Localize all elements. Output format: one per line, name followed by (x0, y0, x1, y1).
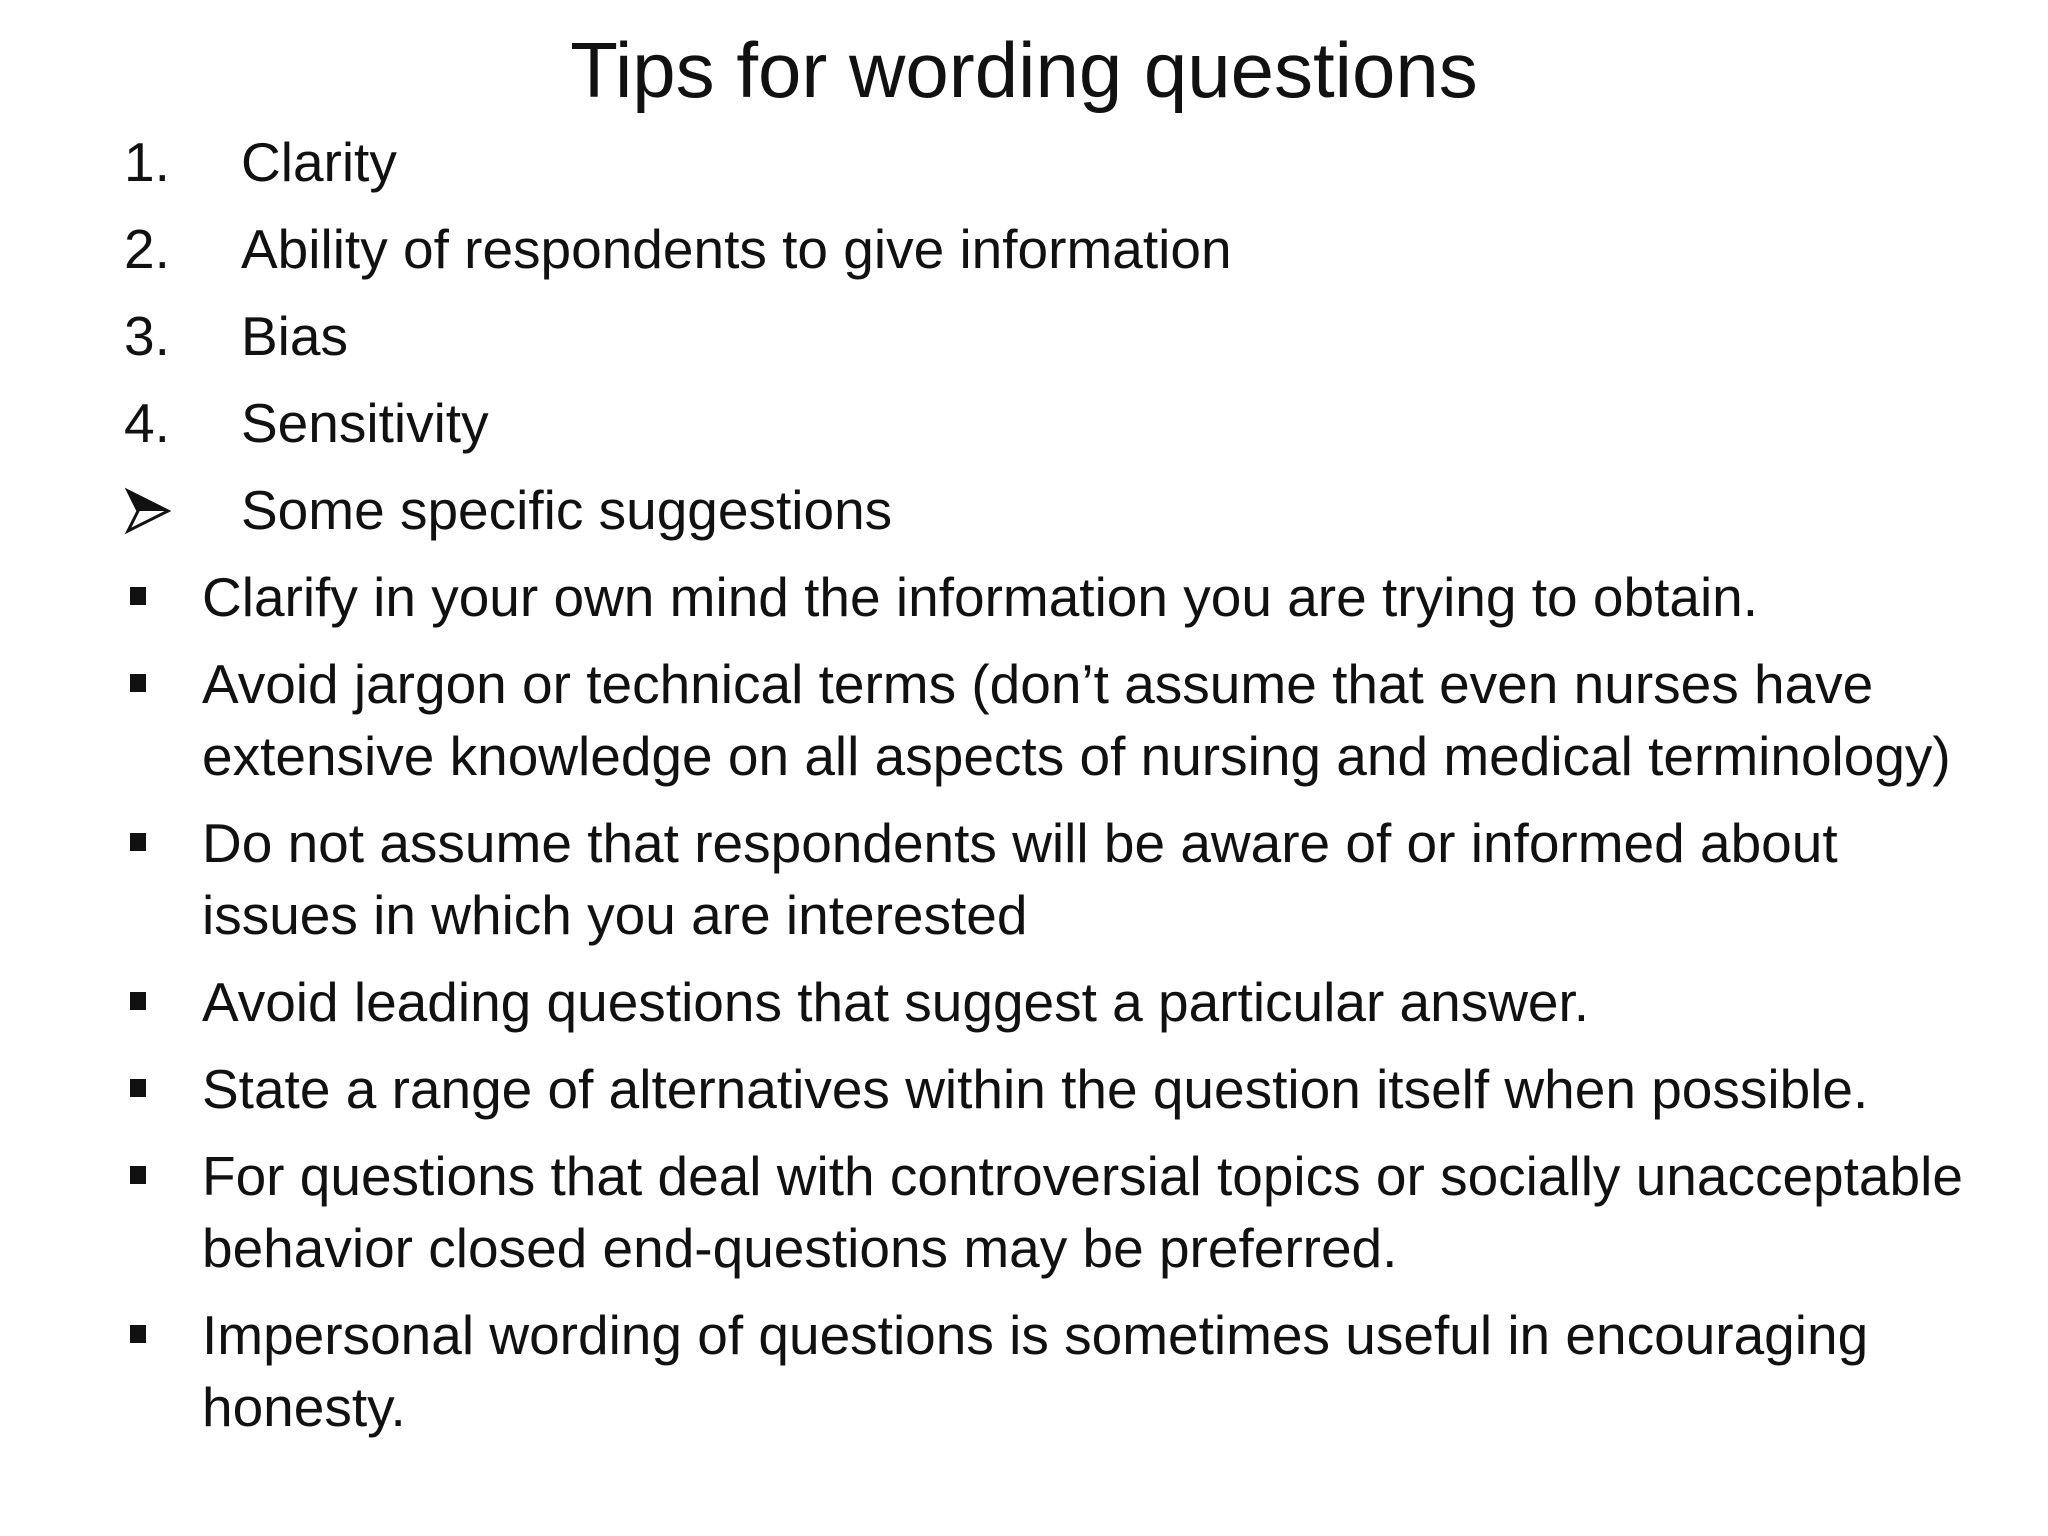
bullet-text: Do not assume that respondents will be aware of or informed about issues in which you are interested (202, 812, 1838, 946)
numbered-item (124, 387, 1984, 459)
numbered-item (124, 300, 1984, 372)
square-bullet-icon (130, 1079, 146, 1097)
slide-content (124, 126, 1984, 1458)
square-bullet-icon (130, 992, 146, 1010)
bullet-text: Impersonal wording of questions is sometimes useful in encouraging honesty. (202, 1304, 1869, 1438)
bullet-text: Avoid jargon or technical terms (don’t assume that even nurses have extensive knowledge on all aspects of nursing and medical terminology) (202, 653, 1951, 787)
square-bullet-icon (130, 1325, 146, 1343)
bullet-item (124, 1053, 1984, 1125)
bullet-item (124, 966, 1984, 1038)
number-marker: 3. (124, 305, 170, 367)
bullet-item (124, 807, 1984, 951)
bullet-text: Avoid leading questions that suggest a particular answer. (202, 971, 1590, 1033)
numbered-item-text: Clarity (241, 131, 397, 193)
bullet-text: Clarify in your own mind the information you are trying to obtain. (202, 566, 1759, 628)
numbered-item-text: Sensitivity (241, 392, 489, 454)
bullet-text: State a range of alternatives within the question itself when possible. (202, 1058, 1869, 1120)
numbered-item (124, 126, 1984, 198)
arrow-item (124, 474, 1984, 546)
arrow-bullet-icon (124, 480, 172, 528)
numbered-item-text: Bias (241, 305, 348, 367)
bullet-item (124, 561, 1984, 633)
square-bullet-icon (130, 587, 146, 605)
numbered-item (124, 213, 1984, 285)
bullet-item (124, 1140, 1984, 1284)
square-bullet-icon (130, 674, 146, 692)
arrow-item-text: Some specific suggestions (241, 479, 893, 541)
slide-title: Tips for wording questions (570, 26, 1478, 114)
bullet-text: For questions that deal with controversial topics or socially unacceptable behavior closed end-questions may be preferred. (202, 1145, 1963, 1279)
bullet-item (124, 1299, 1984, 1443)
number-marker: 2. (124, 218, 170, 280)
bullet-item (124, 648, 1984, 792)
square-bullet-icon (130, 1166, 146, 1184)
number-marker: 1. (124, 131, 170, 193)
square-bullet-icon (130, 833, 146, 851)
numbered-item-text: Ability of respondents to give information (241, 218, 1232, 280)
number-marker: 4. (124, 392, 170, 454)
